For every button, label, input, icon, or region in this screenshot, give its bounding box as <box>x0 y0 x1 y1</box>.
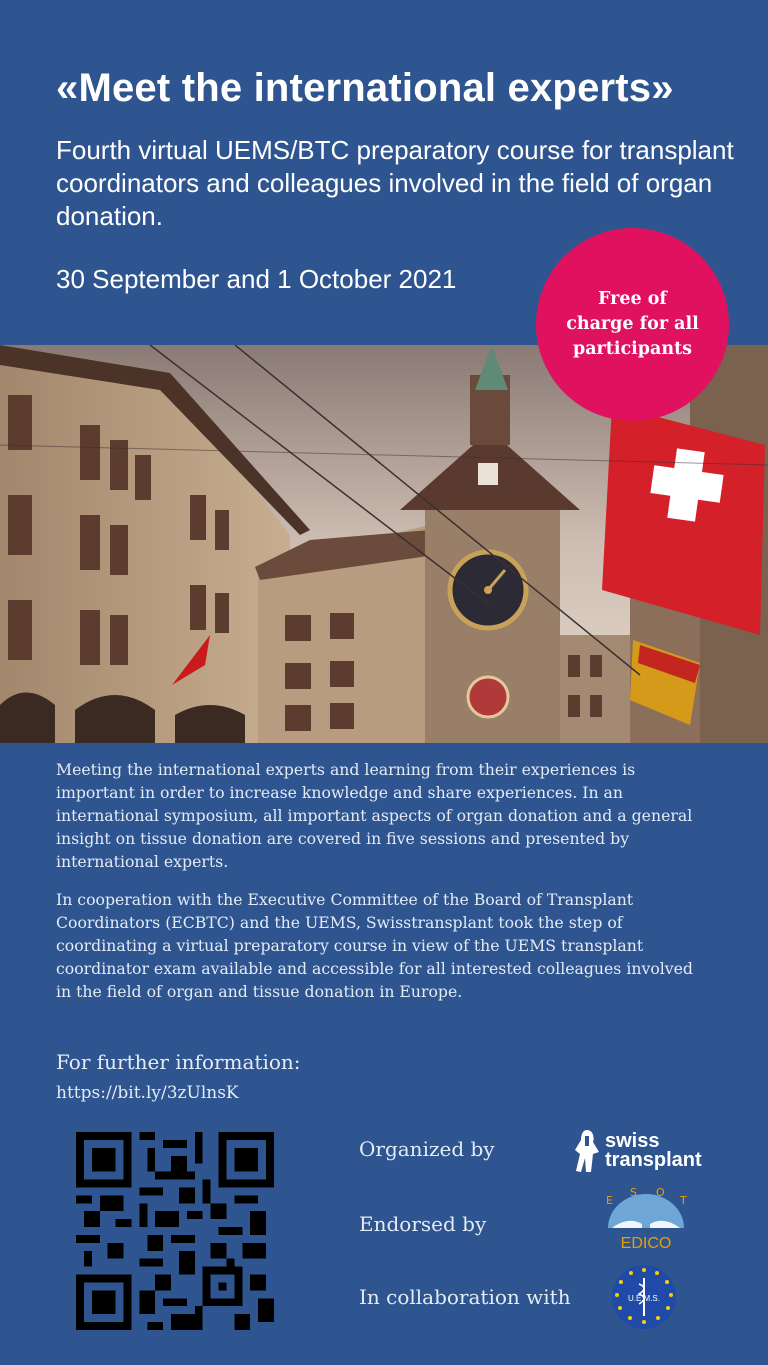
info-heading: For further information: <box>56 1050 301 1074</box>
page-subtitle: Fourth virtual UEMS/BTC preparatory course for transplant coordinators and colleagues involved in the field of organ donation. <box>56 135 734 231</box>
page-title: «Meet the international experts» <box>56 66 674 110</box>
esot-letter-o: O <box>656 1188 665 1199</box>
qr-code[interactable] <box>76 1132 274 1330</box>
swisstransplant-logo-text-1: swiss <box>605 1130 660 1152</box>
uems-logo <box>611 1264 677 1330</box>
info-link[interactable]: https://bit.ly/3zUlnsK <box>56 1083 239 1103</box>
esot-letter-t: T <box>680 1194 687 1207</box>
organized-by-label: Organized by <box>359 1137 495 1161</box>
edico-text: EDICO <box>620 1235 672 1252</box>
free-of-charge-badge <box>536 228 729 421</box>
cooperation-paragraph: In cooperation with the Executive Committee of the Board of Transplant Coordinators (ECBTC) and the UEMS, Swisstransplant took the step of coordinating a virtual preparatory course in view of the UEMS transplant coordinator exam available and accessible for all interested colleagues involved in the field of organ and tissue donation in Europe. <box>56 890 693 1001</box>
swisstransplant-figure-icon <box>573 1128 601 1174</box>
swisstransplant-logo <box>573 1125 723 1177</box>
intro-paragraph: Meeting the international experts and learning from their experiences is important in order to increase knowledge and share experiences. In an international symposium, all important aspects of organ donation and a general insight on tissue donation are covered in five sessions and presented by international experts. <box>56 760 693 871</box>
collaboration-label: In collaboration with <box>359 1285 571 1309</box>
esot-letter-s: S <box>630 1188 637 1199</box>
swisstransplant-logo-text-2: transplant <box>605 1149 702 1171</box>
endorsed-by-label: Endorsed by <box>359 1212 487 1236</box>
esot-letter-e: E <box>606 1194 613 1207</box>
esot-edico-logo <box>598 1188 694 1254</box>
uems-text: U.E.M.S. <box>627 1294 661 1303</box>
badge-text: Free of charge for all participants <box>566 289 699 359</box>
event-date: 30 September and 1 October 2021 <box>56 264 457 294</box>
